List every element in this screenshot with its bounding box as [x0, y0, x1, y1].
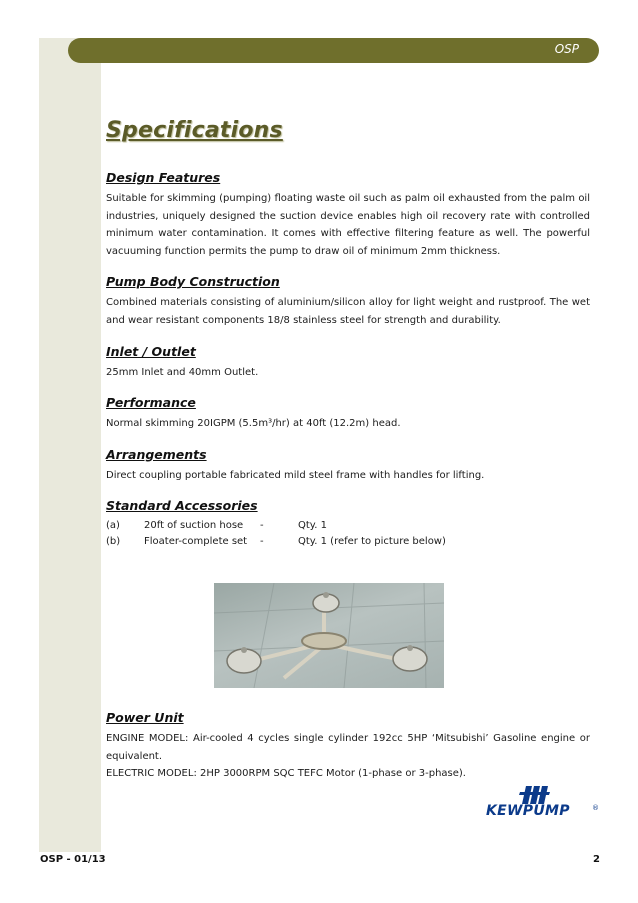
page-title: Specifications — [106, 118, 283, 143]
section-text: Suitable for skimming (pumping) floating waste oil such as palm oil exhausted from the palm oil industries, uniquely designed the suction device enables high oil recovery rate with controlled minimum water contamination. It comes with effective filtering feature as well. The powerful vacuuming function permits the pump to draw oil of minimum 2mm thickness. — [106, 193, 590, 257]
floater-photo — [214, 583, 444, 688]
section-title: Pump Body Construction — [106, 274, 280, 290]
electric-model-text: ELECTRIC MODEL: 2HP 3000RPM SQC TEFC Motor (1-phase or 3-phase). — [106, 768, 466, 780]
logo-text: KEWPUMP — [486, 803, 570, 819]
section-performance — [106, 395, 590, 433]
footer-page-number: 2 — [593, 854, 600, 865]
accessory-number: (a) — [106, 520, 120, 532]
section-design-features — [106, 170, 590, 260]
engine-model-text: ENGINE MODEL: Air-cooled 4 cycles single cylinder 192cc 5HP ‘Mitsubishi’ Gasoline engine or equivalent. — [106, 733, 590, 762]
accessory-item: 20ft of suction hose — [144, 520, 244, 532]
accessory-qty: Qty. 1 — [298, 520, 328, 532]
header-bar — [68, 38, 599, 63]
accessory-dash: - — [260, 536, 264, 548]
left-sidebar-band — [39, 38, 101, 852]
section-accessories — [106, 498, 590, 550]
kewpump-logo — [486, 784, 604, 824]
section-title: Design Features — [106, 170, 221, 185]
section-arrangements — [106, 447, 590, 485]
section-inlet-outlet — [106, 344, 590, 382]
section-text: 25mm Inlet and 40mm Outlet. — [106, 366, 259, 378]
accessory-row — [106, 534, 590, 550]
registered-mark: ® — [592, 804, 599, 812]
header-label: OSP — [554, 42, 579, 56]
footer-document-code: OSP - 01/13 — [40, 854, 106, 865]
section-text: Combined materials consisting of aluminium/silicon alloy for light weight and rustproof. The wet and wear resistant components 18/8 stainless steel for strength and durability. — [106, 297, 590, 326]
accessory-row — [106, 518, 590, 534]
section-text: Normal skimming 20IGPM (5.5m³/hr) at 40ft (12.2m) head. — [106, 418, 401, 430]
accessory-dash: - — [260, 520, 264, 532]
accessory-item: Floater-complete set — [144, 536, 248, 548]
accessory-number: (b) — [106, 536, 121, 548]
accessory-qty: Qty. 1 (refer to picture below) — [298, 536, 446, 548]
section-title: Arrangements — [106, 446, 207, 462]
section-title: Inlet / Outlet — [106, 343, 196, 359]
section-title: Performance — [106, 395, 196, 411]
floater-photo-illustration — [214, 583, 444, 688]
section-pump-body — [106, 274, 590, 329]
section-text: Direct coupling portable fabricated mild steel frame with handles for lifting. — [106, 469, 485, 481]
power-unit-block — [106, 710, 590, 783]
content — [106, 170, 590, 564]
section-title: Power Unit — [106, 710, 184, 725]
section-title: Standard Accessories — [106, 498, 258, 514]
